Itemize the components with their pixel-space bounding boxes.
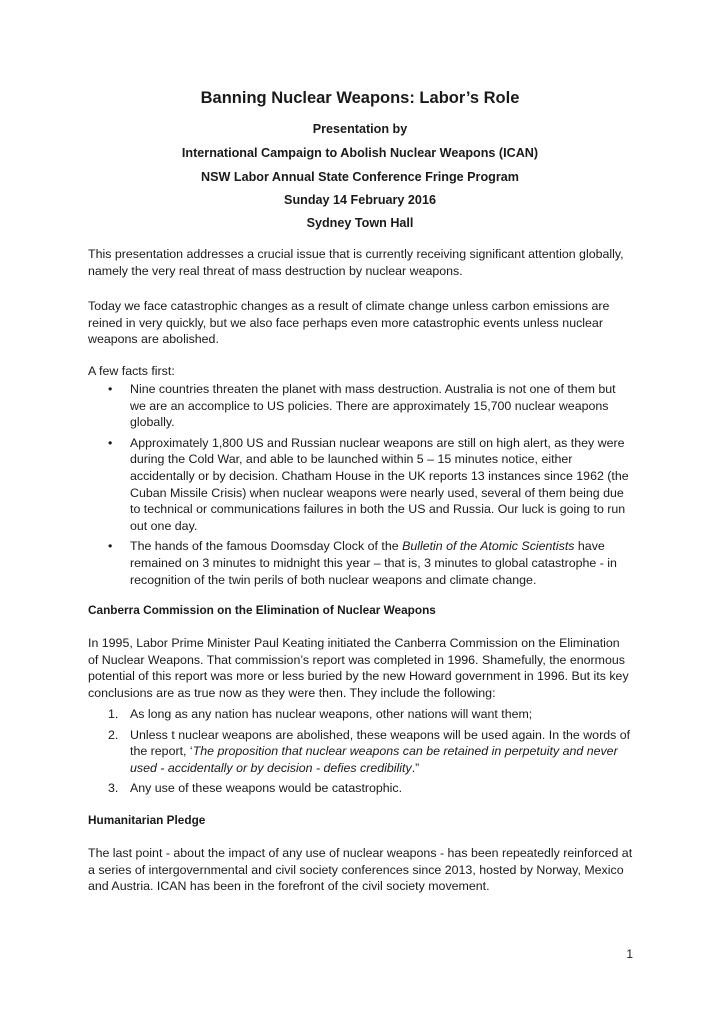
list-number: 1. (108, 707, 119, 721)
subheading-venue: Sydney Town Hall (306, 216, 414, 230)
list-number: 2. (108, 727, 119, 742)
list-item (88, 435, 633, 535)
conclusion-text: As long as any nation has nuclear weapons, other nations will want them; (130, 707, 533, 721)
climate-paragraph: Today we face catastrophic changes as a result of climate change unless carbon emissions are reined in very quickly, but we also face perhaps even more catastrophic events unless nuclear weapons are abolished. (88, 299, 610, 347)
bulletin-title: Bulletin of the Atomic Scientists (402, 539, 575, 554)
canberra-heading: Canberra Commission on the Elimination of Nuclear Weapons (88, 603, 436, 617)
document-title: Banning Nuclear Weapons: Labor’s Role (200, 89, 520, 107)
fact-text: Approximately 1,800 US and Russian nuclear weapons are still on high alert, as they were during the Cold War, and able to be launched within 5 – 15 minutes notice, either accidentally or by decision. Chatham House in the UK reports 13 instances since 1962 (the Cuban Missile Crisis) when nuclear weapons were nearly used, several of them being due to technical or communications failures in both the US and Russia. Our luck is going to run out one day. (130, 435, 629, 533)
bullet-icon: • (108, 539, 113, 554)
doomsday-text-end: have remained on 3 minutes to midnight this year – that is, 3 minutes to global catastrophe - in recognition of the twin perils of both nuclear weapons and climate change. (130, 539, 617, 587)
list-item (88, 538, 633, 588)
conclusion-text-end: .” (411, 760, 420, 775)
bullet-icon: • (108, 382, 113, 396)
subheading-presentation: Presentation by (312, 122, 408, 136)
list-item (88, 381, 633, 431)
fact-text: Nine countries threaten the planet with mass destruction. Australia is not one of them but we are an accomplice to US policies. There are approximately 15,700 nuclear weapons globally. (130, 382, 616, 430)
facts-list (88, 381, 633, 592)
report-quote: The proposition that nuclear weapons can be retained in perpetuity and never used - accidentally or by decision - defies credibility (130, 744, 618, 775)
subheading-date: Sunday 14 February 2016 (284, 193, 436, 207)
facts-intro: A few facts first: (88, 364, 175, 378)
bullet-icon: • (108, 435, 113, 450)
conclusion-text: Any use of these weapons would be catastrophic. (130, 781, 403, 796)
doomsday-text-start: The hands of the famous Doomsday Clock of the (130, 539, 403, 554)
humanitarian-paragraph: The last point - about the impact of any use of nuclear weapons - has been repeatedly reinforced at a series of intergovernmental and civil society conferences since 2013, hosted by Norway, Mexico and Austria. ICAN has been in the forefront of the civil society movement. (88, 846, 633, 894)
list-item (88, 706, 633, 723)
canberra-paragraph: In 1995, Labor Prime Minister Paul Keating initiated the Canberra Commission on the Elimination of Nuclear Weapons. That commission’s report was completed in 1996. Shamefully, the enormous potential of this report was more or less buried by the new Howard government in 1996. But its key conclusions are as true now as they were then. They include the following: (88, 636, 629, 700)
list-item (88, 727, 633, 777)
page-number: 1 (626, 947, 633, 961)
fact-text (130, 539, 617, 586)
conclusion-text-start: Unless t nuclear weapons are abolished, these weapons will be used again. In the words of the report, ‘ (130, 727, 631, 759)
subheading-organisation: International Campaign to Abolish Nuclear Weapons (ICAN) (181, 146, 539, 160)
humanitarian-heading: Humanitarian Pledge (88, 813, 206, 827)
list-item (88, 780, 633, 797)
list-number: 3. (108, 781, 119, 796)
conclusions-list (88, 706, 633, 801)
conclusion-text (130, 728, 630, 775)
intro-paragraph: This presentation addresses a crucial issue that is currently receiving significant attention globally, namely the very real threat of mass destruction by nuclear weapons. (88, 247, 624, 278)
subheading-event: NSW Labor Annual State Conference Fringe Program (201, 170, 519, 184)
